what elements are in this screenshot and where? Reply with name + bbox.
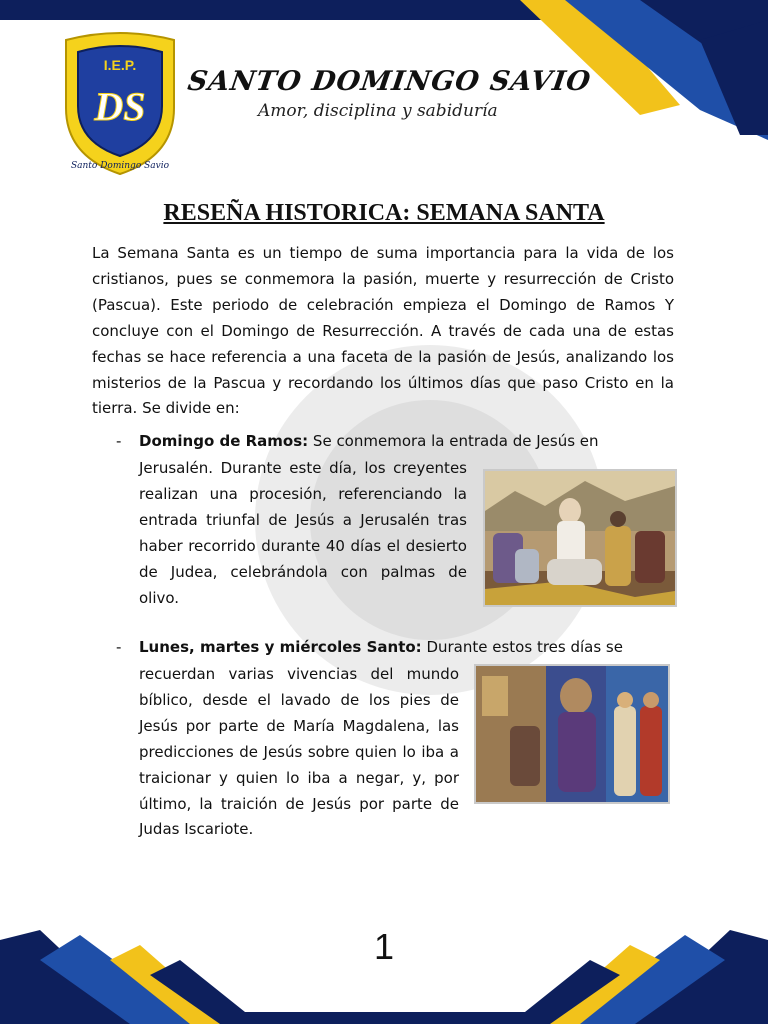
seal-monogram: DS <box>94 84 146 129</box>
list-item-title: Lunes, martes y miércoles Santo: <box>139 638 422 656</box>
list-item-title: Domingo de Ramos: <box>139 432 309 450</box>
list-item-heading-line <box>139 432 675 450</box>
palm-sunday-painting-icon <box>485 471 675 605</box>
seal-bottom-text: Santo Domingo Savio <box>70 161 170 171</box>
bullet-dash: - <box>116 638 122 656</box>
holy-week-painting-icon <box>476 666 668 802</box>
page-number: 1 <box>373 926 395 967</box>
list-item-body: Jerusalén. Durante este día, los creyentes realizan una procesión, referenciando la entrada triunfal de Jesús a Jerusalén tras haber recorrido durante 40 días el desierto de Judea, celebrándola con palmas de olivo. <box>139 459 467 607</box>
list-item-first-line: Se conmemora la entrada de Jesús en <box>312 432 599 450</box>
list-item-body: recuerdan varias vivencias del mundo bíblico, desde el lavado de los pies de Jesús por parte de María Magdalena, las predicciones de Jesús sobre quien lo iba a traicionar y quien lo iba a negar, y, por último, la traición de Jesús por parte de Judas Iscariote. <box>139 665 459 839</box>
list-item-heading-line <box>139 638 675 656</box>
intro-paragraph: La Semana Santa es un tiempo de suma importancia para la vida de los cristianos, pues se conmemora la pasión, muerte y resurrección de Cristo (Pascua). Este periodo de celebración empieza el Domingo de Ramos Y concluye con el Domingo de Resurrección. A través de cada una de estas fechas se hace referencia a una faceta de la pasión de Jesús, analizando los misterios de la Pascua y recordando los últimos días que paso Cristo en la tierra. Se divide en: <box>92 244 674 418</box>
school-name: SANTO DOMINGO SAVIO <box>185 66 594 97</box>
list-item-first-line: Durante estos tres días se <box>426 638 623 656</box>
seal-top-text: I.E.P. <box>103 57 137 73</box>
school-seal-logo <box>58 30 182 178</box>
page-title: RESEÑA HISTORICA: SEMANA SANTA <box>163 200 605 226</box>
school-motto: Amor, disciplina y sabiduría <box>258 101 498 121</box>
palm-sunday-illustration <box>483 469 677 607</box>
holy-week-collage <box>474 664 670 804</box>
bullet-dash: - <box>116 432 122 450</box>
